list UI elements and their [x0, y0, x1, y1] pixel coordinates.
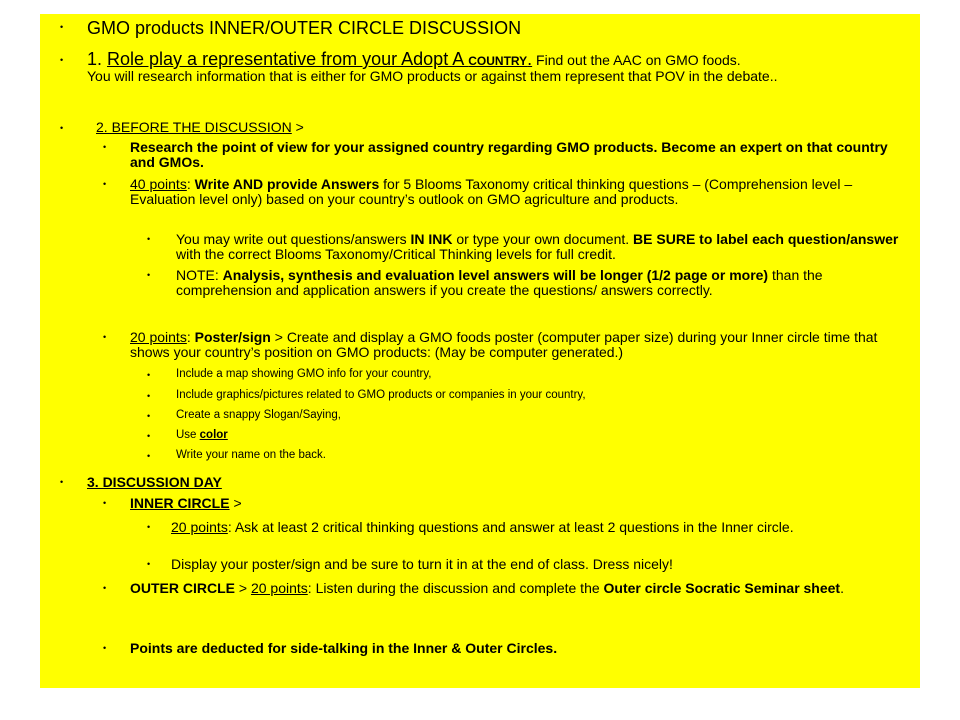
outer-gt: > — [235, 580, 251, 596]
color-word: color — [199, 429, 228, 441]
inner-circle-points — [171, 520, 916, 535]
poster-item-graphics: Include graphics/pictures related to GMO products or companies in your country, — [176, 389, 586, 401]
twenty-points-label: 20 points — [130, 329, 187, 345]
outer-circle-label: OUTER CIRCLE — [130, 580, 235, 596]
note-instruction — [176, 268, 916, 298]
bullet: • — [147, 234, 151, 244]
forty-points-item — [130, 177, 915, 207]
inner-circle-heading — [130, 496, 242, 511]
label-bold: BE SURE to label each question/answer — [633, 231, 899, 247]
item-1-rest: You will research information that is either for GMO products or against them represent that POV in the debate.. — [87, 68, 778, 84]
bullet: • — [103, 142, 107, 152]
bullet: • — [147, 411, 151, 421]
item-2-heading — [96, 120, 304, 134]
inner-gt: > — [229, 495, 242, 511]
outer-end: . — [840, 580, 844, 596]
poster-item-map: Include a map showing GMO info for your country, — [176, 368, 432, 380]
forty-points-label: 40 points — [130, 176, 187, 192]
poster-item-color — [176, 429, 228, 442]
item-1-period: . — [527, 49, 533, 69]
outer-sheet-bold: Outer circle Socratic Seminar sheet — [603, 580, 841, 596]
bullet: • — [103, 332, 107, 342]
bullet: • — [60, 477, 64, 487]
bullet: • — [103, 643, 107, 653]
note-rest: than the comprehension and application answers if you create the questions/ answers correctly. — [176, 267, 823, 298]
colon: : — [186, 176, 195, 192]
bullet: • — [147, 431, 151, 441]
inner-points-label: 20 points — [171, 519, 228, 535]
bullet: • — [147, 270, 151, 280]
research-instruction: Research the point of view for your assigned country regarding GMO products. Become an expert on that country and GMOs. — [130, 139, 888, 170]
ink-bold: IN INK — [410, 231, 453, 247]
bullet: • — [103, 583, 107, 593]
ink-pre: You may write out questions/answers — [176, 231, 411, 247]
bullet: • — [103, 179, 107, 189]
item-1-rest-first: Find out the AAC on GMO foods. — [532, 52, 741, 68]
deduction-note: Points are deducted for side-talking in the Inner & Outer Circles. — [130, 640, 558, 656]
bullet: • — [103, 498, 107, 508]
outer-mid: : Listen during the discussion and complete the — [307, 580, 604, 596]
use-text: Use — [176, 429, 200, 441]
forty-points-bold: Write AND provide Answers — [194, 176, 380, 192]
ink-instruction — [176, 232, 916, 262]
note-pre: NOTE: — [176, 267, 223, 283]
before-discussion-label: 2. BEFORE THE DISCUSSION — [96, 119, 292, 135]
bullet: • — [147, 391, 151, 401]
bullet: • — [147, 451, 151, 461]
item-1-number: 1. — [87, 49, 108, 69]
display-poster-instruction: Display your poster/sign and be sure to turn it in at the end of class. Dress nicely! — [171, 556, 673, 572]
bullet: • — [60, 55, 64, 65]
bullet: • — [60, 22, 64, 32]
poster-sign-bold: Poster/sign — [194, 329, 271, 345]
discussion-day-heading — [87, 475, 222, 489]
ink-mid: or type your own document. — [452, 231, 634, 247]
ink-rest: with the correct Blooms Taxonomy/Critical Thinking levels for full credit. — [176, 246, 616, 262]
poster-item-slogan: Create a snappy Slogan/Saying, — [176, 409, 341, 421]
bullet: • — [60, 123, 64, 133]
slide-title: GMO products INNER/OUTER CIRCLE DISCUSSION — [87, 18, 522, 38]
item-1-country: COUNTRY — [468, 54, 528, 68]
poster-item-name: Write your name on the back. — [176, 449, 326, 461]
forty-points-rest: for 5 Blooms Taxonomy critical thinking questions – (Comprehension level – Evaluation level only) based on your country’s outlook on GMO agriculture and products. — [130, 176, 853, 207]
item-1-role: Role play a representative from your Adopt A — [107, 49, 469, 69]
colon: : — [186, 329, 195, 345]
discussion-day-label: 3. DISCUSSION DAY — [87, 474, 222, 490]
item-2-gt: > — [291, 119, 304, 135]
bullet: • — [147, 559, 151, 569]
outer-circle-item — [130, 581, 915, 596]
bullet: • — [147, 522, 151, 532]
inner-points-text: : Ask at least 2 critical thinking questions and answer at least 2 questions in the Inner circle. — [227, 519, 794, 535]
note-bold: Analysis, synthesis and evaluation level answers will be longer (1/2 page or more) — [222, 267, 769, 283]
item-1 — [87, 50, 917, 84]
bullet: • — [147, 370, 151, 380]
outer-points-label: 20 points — [250, 580, 308, 596]
twenty-points-poster-item — [130, 330, 915, 360]
inner-circle-label: INNER CIRCLE — [130, 495, 230, 511]
poster-rest: > Create and display a GMO foods poster (computer paper size) during your Inner circle time that shows your country’s position on GMO products: (May be computer generated.) — [130, 329, 878, 360]
